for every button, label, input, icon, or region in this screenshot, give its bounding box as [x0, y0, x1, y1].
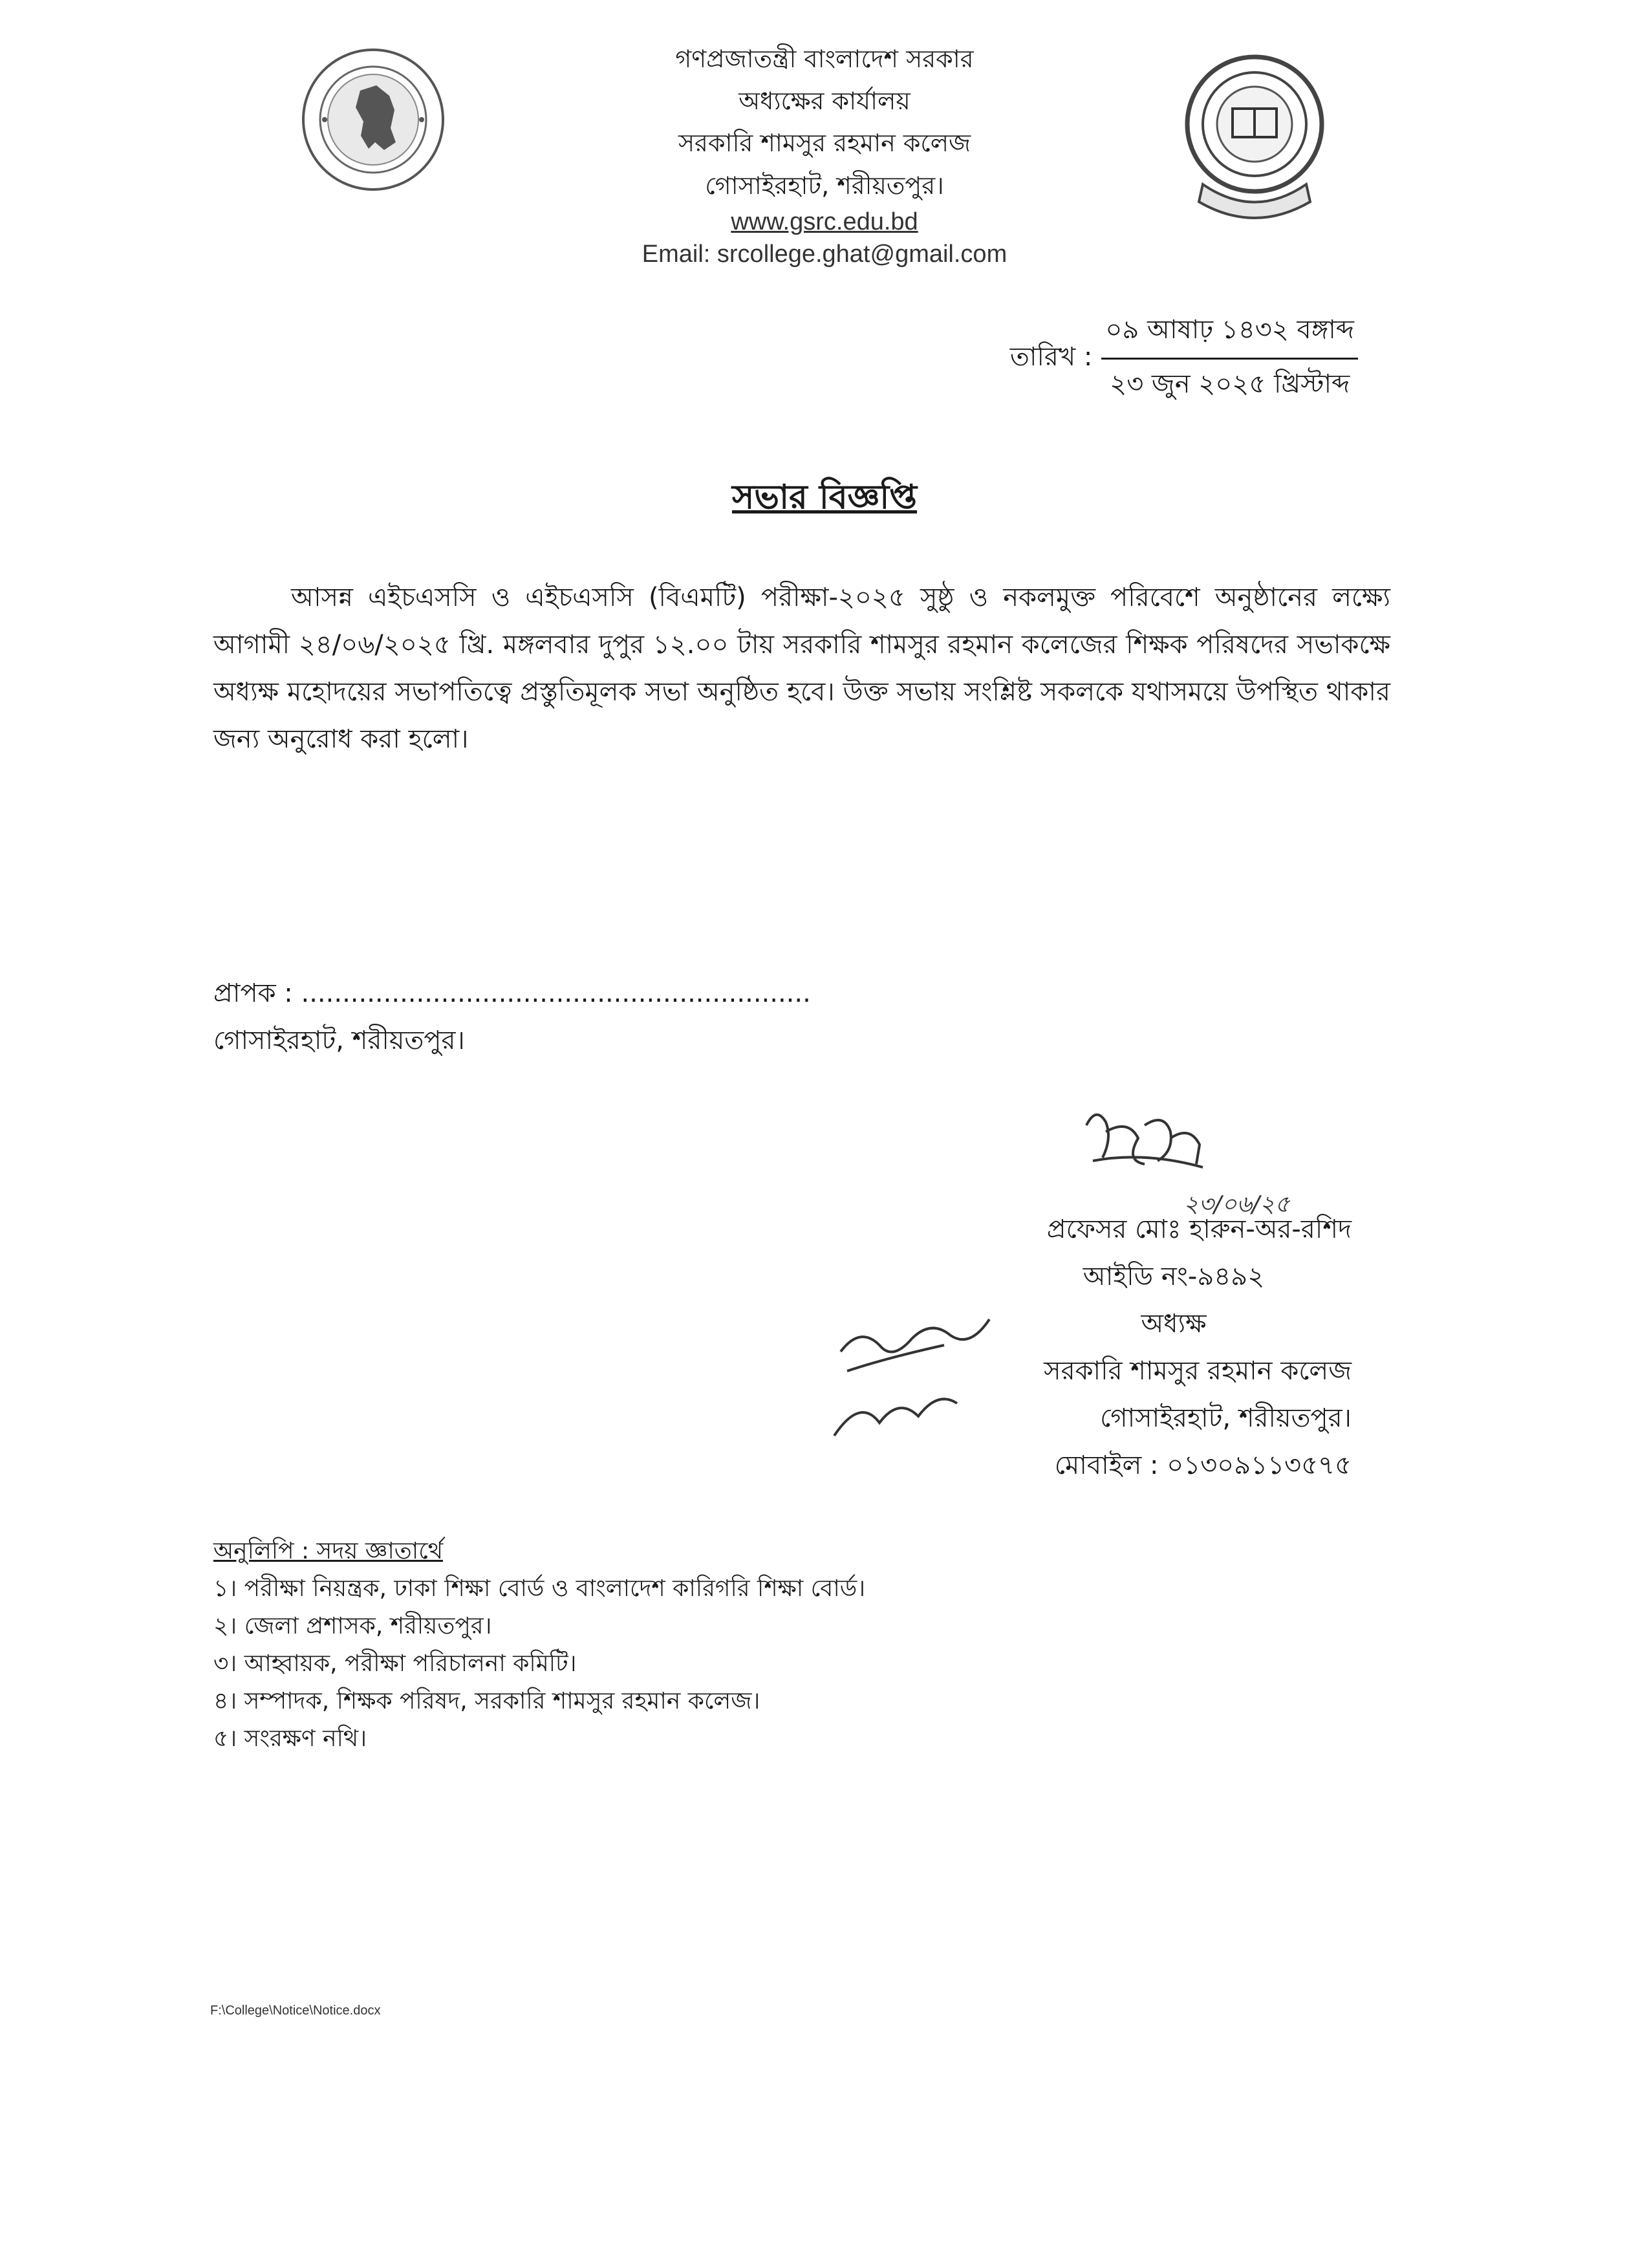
office-name: অধ্যক্ষের কার্যালয় — [738, 87, 911, 115]
website-link[interactable]: www.gsrc.edu.bd — [731, 208, 918, 235]
list-item: ১। পরীক্ষা নিয়ন্ত্রক, ঢাকা শিক্ষা বোর্ড ও বাংলাদেশ কারিগরি শিক্ষা বোর্ড। — [213, 1575, 866, 1602]
notice-body — [213, 574, 1390, 763]
signature-date: ২৩/০৬/২৫ — [1183, 1191, 1290, 1218]
signatory-designation: অধ্যক্ষ — [1141, 1309, 1207, 1339]
date-bangla: ০৯ আষাঢ় ১৪৩২ বঙ্গাব্দ — [1101, 309, 1358, 360]
recipient-location: গোসাইরহাট, শরীয়তপুর। — [213, 1026, 465, 1055]
recipient-block — [213, 970, 811, 1064]
date-label: তারিখ : — [1009, 342, 1093, 372]
date-values — [1101, 309, 1358, 407]
college-location: গোসাইরহাট, শরীয়তপুর। — [705, 171, 944, 200]
signatory-college: সরকারি শামসুর রহমান কলেজ — [1044, 1356, 1352, 1386]
notice-title: সভার বিজ্ঞপ্তি — [731, 478, 918, 517]
list-item: ৫। সংরক্ষণ নথি। — [213, 1725, 367, 1752]
signatory-mobile: মোবাইল : ০১৩০৯১১৩৫৭৫ — [1054, 1451, 1352, 1480]
file-path: F:\College\Notice\Notice.docx — [210, 2003, 381, 2018]
signatory-location: গোসাইরহাট, শরীয়তপুর। — [1100, 1403, 1352, 1433]
recipient-label: প্রাপক : .............................................................. — [213, 978, 811, 1008]
email-address: Email: srcollege.ghat@gmail.com — [641, 241, 1008, 268]
date-block — [1010, 309, 1358, 407]
list-item: ২। জেলা প্রশাসক, শরীয়তপুর। — [213, 1613, 492, 1639]
list-item: ৩। আহ্বায়ক, পরীক্ষা পরিচালনা কমিটি। — [213, 1650, 577, 1677]
copy-list-title: অনুলিপি : সদয় জ্ঞাতার্থে — [213, 1538, 444, 1564]
signature-block — [957, 1206, 1352, 1489]
college-name: সরকারি শামসুর রহমান কলেজ — [678, 129, 971, 157]
signatory-name: প্রফেসর মোঃ হারুন-অর-রশিদ — [1046, 1215, 1352, 1244]
copy-list — [213, 1533, 865, 1758]
list-item: ৪। সম্পাদক, শিক্ষক পরিষদ, সরকারি শামসুর রহমান কলেজ। — [213, 1688, 760, 1714]
date-english: ২৩ জুন ২০২৫ খ্রিস্টাব্দ — [1110, 369, 1350, 399]
govt-name: গণপ্রজাতন্ত্রী বাংলাদেশ সরকার — [675, 45, 974, 73]
notice-body-text: আসন্ন এইচএসসি ও এইচএসসি (বিএমটি) পরীক্ষা-২০২৫ সুষ্ঠু ও নকলমুক্ত পরিবেশে অনুষ্ঠানের লক্ষ্যে আগামী ২৪/০৬/২০২৫ খ্রি. মঙ্গলবার দুপুর ১২.০০ টায় সরকারি শামসুর রহমান কলেজের শিক্ষক পরিষদের সভাকক্ষে অধ্যক্ষ মহোদয়ের সভাপতিত্বে প্রস্তুতিমূলক সভা অনুষ্ঠিত হবে। উক্ত সভায় সংশ্লিষ্ট সকলকে যথাসময়ে উপস্থিত থাকার জন্য অনুরোধ করা হলো। — [213, 583, 1390, 754]
signatory-id: আইডি নং-৯৪৯২ — [1083, 1262, 1265, 1291]
